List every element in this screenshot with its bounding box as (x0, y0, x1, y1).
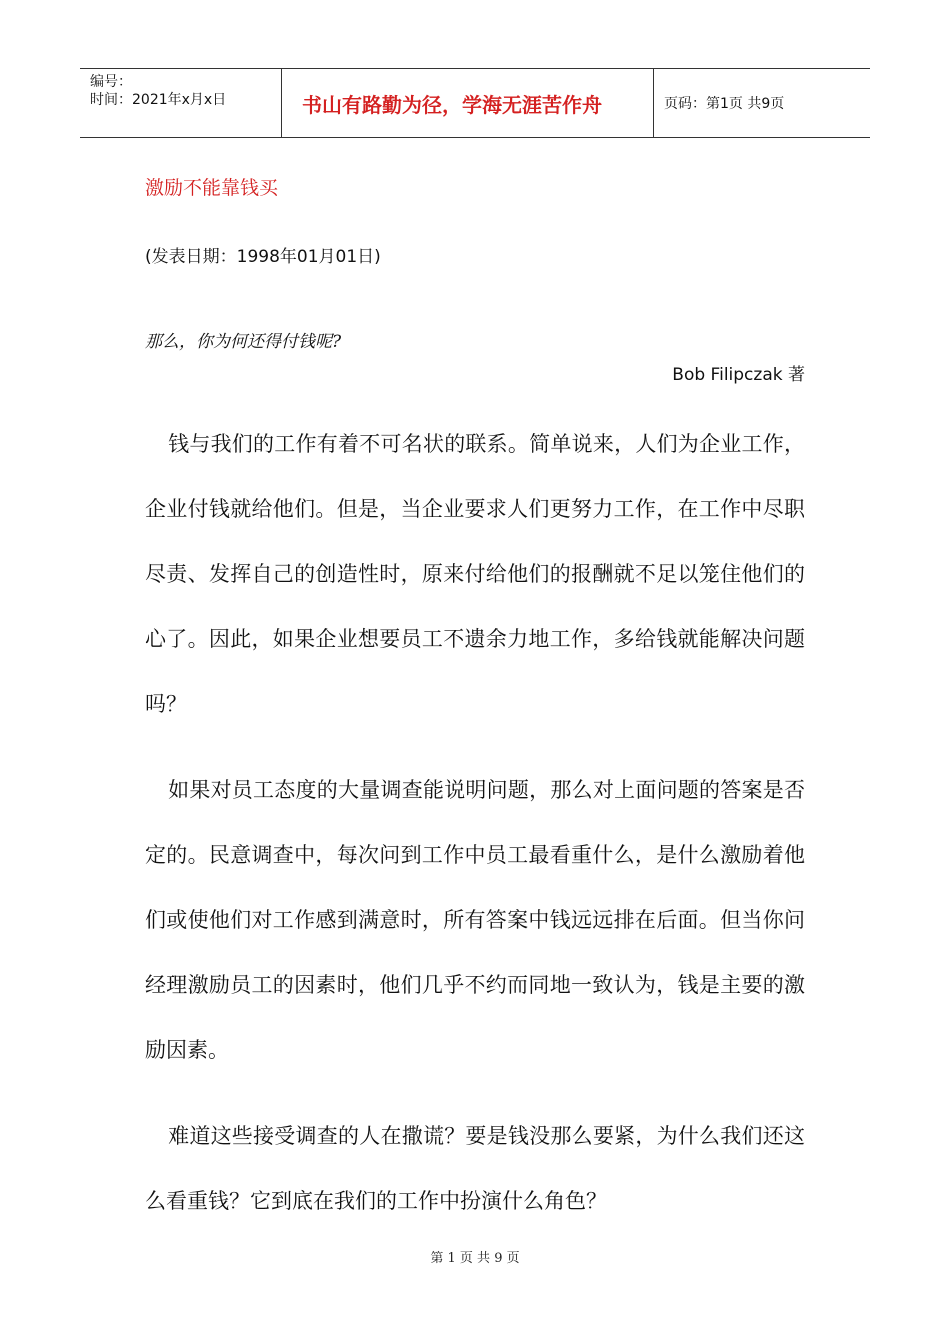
paragraph: 难道这些接受调查的人在撒谎？要是钱没那么要紧，为什么我们还这么看重钱？它到底在我们的工作中扮演什么角色？ (145, 1124, 805, 1213)
header-meta-cell (80, 69, 282, 137)
document-header (80, 68, 870, 138)
article-subtitle: 那么，你为何还得付钱呢? (145, 332, 342, 352)
document-number-label: 编号： (90, 74, 132, 90)
header-motto: 书山有路勤为径，学海无涯苦作舟 (282, 69, 654, 137)
article-body (145, 412, 805, 1255)
article-author: Bob Filipczak 著 (672, 365, 805, 385)
paragraph: 如果对员工态度的大量调查能说明问题，那么对上面问题的答案是否定的。民意调查中，每次问到工作中员工最看重什么，是什么激励着他们或使他们对工作感到满意时，所有答案中钱远远排在后面。但当你问经理激励员工的因素时，他们几乎不约而同地一致认为，钱是主要的激励因素。 (145, 778, 805, 1062)
article-title: 激励不能靠钱买 (145, 177, 279, 199)
paragraph: 钱与我们的工作有着不可名状的联系。简单说来，人们为企业工作，企业付钱就给他们。但是，当企业要求人们更努力工作，在工作中尽职尽责、发挥自己的创造性时，原来付给他们的报酬就不足以笼住他们的心了。因此，如果企业想要员工不遗余力地工作，多给钱就能解决问题吗？ (145, 432, 805, 716)
publish-date: (发表日期：1998年01月01日) (145, 247, 381, 267)
header-page-info: 页码：第1页 共9页 (664, 96, 785, 112)
document-time-label: 时间：2021年x月x日 (90, 92, 227, 108)
page-footer: 第 1 页 共 9 页 (430, 1251, 520, 1266)
